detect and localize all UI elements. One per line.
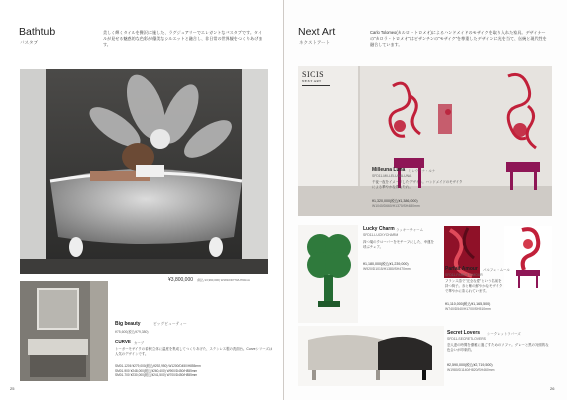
vanity-spec-row: SM01-1206 ¥279,000(税込¥292,950) W1200/D450/H855mm [115, 364, 201, 368]
lucky-price: ¥1,180,000(税込¥1,239,000) [363, 262, 409, 266]
section-subtitle-bathtub: バスタブ [20, 40, 38, 45]
vanity-spec-row: SM01-700 ¥230,000(税込¥241,500) W700/D450/H855mm [115, 373, 198, 378]
parfait-price: ¥1,110,000(税込¥1,165,500) [445, 302, 491, 306]
parfait-dims: W740/D540/H1700/SH510mm [445, 307, 491, 311]
nextart-hero-photo [298, 66, 552, 216]
clover-chair-illustration [298, 225, 358, 323]
milleuna-title-jp: ミレウーナ・ルナ [408, 169, 436, 173]
section-subtitle-nextart: ネクストアート [299, 40, 331, 45]
vanity-text: トーガーモザイクの希釈立体に温度を集成してつくりあげた、ステンレス製の洗面台。Curveシリーズは人気のデザインです。 [115, 347, 273, 356]
secret-title-jp: シークレットラバーズ [487, 332, 521, 336]
lucky-dims: W920/D1015/H1380/SH470mm [363, 267, 411, 271]
bathtub-blurb: 美しく輝くタイルを贅沢に施した、ラグジュアリーでエレガントなバスタブです。タイルが見せる魅惑的な色彩が優美なシルエットと融合し、非日常の世界観をつくりあげます。 [103, 30, 263, 48]
lucky-title-jp: ラッキーチャーム [396, 228, 423, 232]
bathtub-hero-photo [20, 69, 268, 274]
secret-dims: W1980/D1140/H820/SH460mm [447, 368, 495, 372]
lucky-charm-photo [298, 225, 358, 323]
sofa-illustration [298, 326, 444, 386]
secret-text: 恋人達の時間を優雅に過ごすためのソファ。グレーと黒の対照的な色合いが印象的。 [447, 343, 549, 352]
parfait-title: Parfait Amour [445, 266, 478, 272]
lucky-code: SFD11-LUCKYCHARM [363, 233, 399, 237]
right-page [284, 0, 567, 400]
secret-price: ¥2,590,000(税込¥2,719,500) [447, 363, 493, 367]
secret-code: SFD11-SECRETLOVERS [447, 337, 486, 341]
sicis-logo: SICIS NEXT ART [302, 70, 330, 86]
vanity-illustration [20, 281, 108, 381]
page-number-left: 25 [10, 386, 15, 391]
left-page [0, 0, 283, 400]
vanity-photo [20, 281, 108, 381]
vanity-name-jp: カーブ [134, 341, 145, 345]
hero-price: ¥3,800,000 [168, 277, 194, 283]
milleuna-code: SFD11-MILLELUNALUNA [372, 174, 412, 178]
secret-lovers-photo [298, 326, 444, 386]
showroom-illustration [298, 66, 552, 216]
section-title-bathtub: Bathtub [19, 26, 56, 38]
milleuna-dims: W1040/D660/H1370/SH480mm [372, 204, 420, 208]
lucky-text: 四つ葉のクローバーをモチーフにした、幸運を呼ぶチェア。 [363, 240, 434, 249]
vanity-price: ¥75,600(税込¥79,380) [115, 330, 149, 334]
milleuna-text: 千夜一夜をイメージしたデザイン。ハンドメイドのモザイクによる華やかな背もたれ。 [372, 180, 463, 189]
hero-price-detail: (税込 ¥3,990,000) W1810/D770/H790mm [197, 278, 251, 282]
vanity-title: Big beauty [115, 321, 141, 327]
vanity-name: CURVE [115, 339, 131, 344]
section-title-nextart: Next Art [298, 26, 336, 38]
parfait-chair-photo [504, 226, 552, 290]
vanity-spec-row: SM01-900 ¥248,000(税込¥260,400) W900/D450/H855mm [115, 368, 198, 373]
page-number-right: 26 [550, 386, 555, 391]
parfait-text: フランス語で"完全な愛"という名前を持つ椅子。赤と紫の鮮やかなモザイクで華やかに彩られています。 [445, 279, 503, 293]
parfait-code: SFD11-PARFAITAMOUR [445, 273, 483, 277]
secret-title: Secret Lovers [447, 330, 481, 336]
milleuna-price: ¥1,320,000(税込¥1,386,000) [372, 199, 418, 203]
red-chair-illustration [504, 226, 552, 290]
parfait-title-jp: パルフェ・ムール [483, 268, 510, 272]
nextart-blurb: Carlo Tolomeo(カルロ・トロメオ)によるハンドメイドのモザイクを取り入れた家具。デザイナーの"カロラ・トロメオ"はビザンチンの"モザイク"を尊重したデザインに光を当て、伝統と現代性を融合しています。 [370, 30, 547, 48]
vanity-title-jp: ビッグビューティー [153, 322, 187, 326]
bathtub-scene-illustration [20, 69, 268, 274]
milleuna-title: Milleuna Luna [372, 167, 406, 173]
lucky-title: Lucky Charm [363, 226, 395, 232]
vanity-spec-list [115, 364, 275, 378]
